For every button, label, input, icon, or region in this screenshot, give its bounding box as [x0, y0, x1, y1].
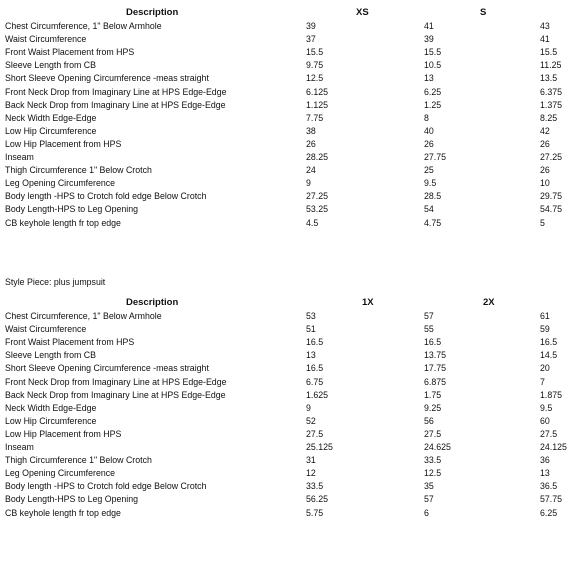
table-row	[0, 310, 580, 323]
table-row	[0, 467, 580, 480]
measurement-value: 8	[424, 112, 429, 123]
table-row	[0, 441, 580, 454]
measurement-value: 27.5	[540, 428, 558, 439]
measurement-value: 29.75	[540, 191, 563, 202]
measurement-value: 16.5	[306, 337, 324, 348]
measurement-label: Front Waist Placement from HPS	[5, 47, 135, 58]
measurement-value: 57	[424, 311, 434, 321]
measurement-label: Inseam	[5, 442, 34, 452]
measurement-label: Chest Circumference, 1" Below Armhole	[5, 311, 162, 321]
measurement-value: 17.75	[424, 363, 447, 374]
measurement-value: 6.25	[540, 507, 558, 518]
measurement-value: 16.5	[540, 337, 558, 348]
measurement-value: 27.5	[424, 428, 442, 439]
table-row	[0, 20, 580, 33]
measurement-value: 6.375	[540, 86, 563, 97]
measurement-label: Body Length-HPS to Leg Opening	[5, 204, 139, 215]
measurement-label: Leg Opening Circumference	[5, 178, 116, 189]
header-size-1: XS	[356, 7, 369, 18]
measurement-value: 6.125	[306, 86, 329, 97]
measurement-value: 39	[306, 21, 316, 31]
table-row	[0, 46, 580, 59]
measurement-value: 24.125	[540, 442, 567, 452]
header-description: Description	[126, 297, 179, 308]
measurement-value: 41	[424, 21, 434, 31]
measurement-value: 10.5	[424, 60, 442, 71]
measurement-label: Thigh Circumference 1" Below Crotch	[5, 165, 152, 176]
measurement-label: Front Neck Drop from Imaginary Line at HPS Edge-Edge	[5, 86, 227, 97]
table-header	[0, 296, 580, 309]
measurement-value: 40	[424, 125, 434, 136]
measurement-value: 27.75	[424, 152, 447, 162]
measurement-value: 6.75	[306, 376, 324, 387]
measurement-value: 15.5	[306, 47, 324, 58]
measurement-value: 12.5	[424, 468, 442, 479]
measurement-value: 13	[306, 350, 316, 361]
table-row	[0, 454, 580, 467]
measurement-value: 6.25	[424, 86, 442, 97]
measurement-value: 12.5	[306, 73, 324, 84]
measurement-value: 5	[540, 217, 545, 228]
table-row	[0, 59, 580, 72]
measurement-label: Body length -HPS to Crotch fold edge Below Crotch	[5, 191, 207, 202]
table-row	[0, 507, 580, 520]
measurement-label: Front Waist Placement from HPS	[5, 337, 135, 348]
measurement-value: 61	[540, 311, 550, 321]
measurement-value: 52	[306, 415, 316, 426]
measurement-value: 42	[540, 125, 550, 136]
measurement-value: 55	[424, 324, 434, 335]
measurement-label: Low Hip Circumference	[5, 125, 97, 136]
measurement-value: 12	[306, 468, 316, 479]
measurement-value: 26	[540, 138, 550, 149]
measurement-value: 25	[424, 165, 434, 176]
table-row	[0, 112, 580, 125]
table-row	[0, 151, 580, 164]
table-row	[0, 389, 580, 402]
measurement-value: 1.875	[540, 389, 563, 400]
table-row	[0, 336, 580, 349]
measurement-value: 28.5	[424, 191, 442, 202]
measurement-value: 16.5	[306, 363, 324, 374]
table-row	[0, 349, 580, 362]
measurement-value: 36	[540, 455, 550, 466]
measurement-value: 5.75	[306, 507, 324, 518]
table-row	[0, 376, 580, 389]
measurement-value: 28.25	[306, 152, 329, 162]
table-row	[0, 72, 580, 85]
measurement-value: 27.5	[306, 428, 324, 439]
table-row	[0, 493, 580, 506]
measurement-value: 7	[540, 376, 545, 387]
measurement-value: 9	[306, 178, 311, 189]
measurement-value: 54.75	[540, 204, 563, 215]
measurement-label: Back Neck Drop from Imaginary Line at HPS Edge-Edge	[5, 389, 226, 400]
measurement-value: 35	[424, 481, 434, 492]
measurement-label: Sleeve Length from CB	[5, 350, 96, 361]
measurement-label: Sleeve Length from CB	[5, 60, 96, 71]
header-size-2: S	[480, 7, 487, 18]
measurement-value: 31	[306, 455, 316, 466]
measurement-value: 13	[424, 73, 434, 84]
table-row	[0, 203, 580, 216]
measurement-value: 59	[540, 324, 550, 335]
table-row	[0, 164, 580, 177]
table-row	[0, 33, 580, 46]
measurement-label: Neck Width Edge-Edge	[5, 402, 97, 413]
measurement-value: 25.125	[306, 442, 333, 452]
measurement-label: CB keyhole length fr top edge	[5, 507, 121, 518]
measurement-value: 4.75	[424, 217, 442, 228]
table-row	[0, 323, 580, 336]
measurement-value: 8.25	[540, 112, 558, 123]
table-row	[0, 99, 580, 112]
table-row	[0, 177, 580, 190]
table-row	[0, 480, 580, 493]
measurement-value: 38	[306, 125, 316, 136]
measurement-value: 56	[424, 415, 434, 426]
table-row	[0, 190, 580, 203]
measurement-value: 26	[540, 165, 550, 176]
measurement-value: 15.5	[424, 47, 442, 58]
measurement-label: Short Sleeve Opening Circumference -meas straight	[5, 73, 209, 84]
measurement-value: 53.25	[306, 204, 329, 215]
measurement-value: 15.5	[540, 47, 558, 58]
measurement-value: 16.5	[424, 337, 442, 348]
measurement-value: 41	[540, 34, 550, 45]
measurement-label: Waist Circumference	[5, 324, 87, 335]
measurement-value: 11.25	[540, 60, 562, 71]
measurement-value: 57	[424, 494, 434, 505]
header-description: Description	[126, 7, 179, 18]
measurement-label: Low Hip Placement from HPS	[5, 138, 122, 149]
header-size-2: 2X	[483, 297, 495, 308]
measurement-value: 36.5	[540, 481, 558, 492]
table-row	[0, 86, 580, 99]
measurement-value: 14.5	[540, 350, 558, 361]
measurement-value: 20	[540, 363, 550, 374]
measurement-value: 33.5	[424, 455, 442, 466]
measurement-value: 51	[306, 324, 316, 335]
measurement-value: 39	[424, 34, 434, 45]
measurement-value: 54	[424, 204, 434, 215]
measurement-value: 1.25	[424, 99, 442, 110]
table-row	[0, 125, 580, 138]
measurement-label: CB keyhole length fr top edge	[5, 217, 121, 228]
table-row	[0, 362, 580, 375]
measurement-value: 9.5	[540, 402, 553, 413]
measurement-value: 33.5	[306, 481, 324, 492]
measurement-value: 9.5	[424, 178, 437, 189]
measurement-value: 6	[424, 507, 429, 518]
measurement-value: 27.25	[540, 152, 563, 162]
measurement-label: Body Length-HPS to Leg Opening	[5, 494, 139, 505]
measurement-label: Short Sleeve Opening Circumference -meas straight	[5, 363, 209, 374]
measurement-label: Waist Circumference	[5, 34, 87, 45]
measurement-label: Neck Width Edge-Edge	[5, 112, 97, 123]
measurement-value: 1.125	[306, 99, 329, 110]
measurement-value: 27.25	[306, 191, 329, 202]
measurement-value: 26	[424, 138, 434, 149]
measurement-value: 1.75	[424, 389, 442, 400]
measurement-value: 1.625	[306, 389, 329, 400]
measurement-value: 56.25	[306, 494, 329, 505]
measurement-value: 60	[540, 415, 550, 426]
measurement-value: 7.75	[306, 112, 324, 123]
measurement-value: 13.75	[424, 350, 447, 361]
table-row	[0, 428, 580, 441]
measurement-label: Back Neck Drop from Imaginary Line at HPS Edge-Edge	[5, 99, 226, 110]
measurement-value: 9.75	[306, 60, 324, 71]
measurement-value: 24.625	[424, 442, 451, 452]
measurement-value: 57.75	[540, 494, 563, 505]
measurement-value: 4.5	[306, 217, 319, 228]
measurement-value: 43	[540, 21, 550, 31]
measurement-label: Inseam	[5, 152, 34, 162]
measurement-value: 6.875	[424, 376, 447, 387]
measurement-value: 1.375	[540, 99, 563, 110]
table-row	[0, 415, 580, 428]
measurement-value: 13	[540, 468, 550, 479]
measurement-label: Low Hip Circumference	[5, 415, 97, 426]
measurement-label: Chest Circumference, 1" Below Armhole	[5, 21, 162, 31]
measurement-value: 9	[306, 402, 311, 413]
measurement-label: Thigh Circumference 1" Below Crotch	[5, 455, 152, 466]
measurement-label: Front Neck Drop from Imaginary Line at HPS Edge-Edge	[5, 376, 227, 387]
table-row	[0, 217, 580, 230]
measurement-label: Body length -HPS to Crotch fold edge Below Crotch	[5, 481, 207, 492]
header-size-1: 1X	[362, 297, 374, 308]
measurement-value: 10	[540, 178, 550, 189]
table-row	[0, 138, 580, 151]
measurement-label: Low Hip Placement from HPS	[5, 428, 122, 439]
measurement-value: 13.5	[540, 73, 558, 84]
table-header	[0, 6, 580, 19]
measurement-value: 9.25	[424, 402, 442, 413]
table-row	[0, 402, 580, 415]
measurement-value: 26	[306, 138, 316, 149]
style-piece-caption: Style Piece: plus jumpsuit	[5, 277, 106, 287]
measurement-value: 24	[306, 165, 316, 176]
measurement-value: 37	[306, 34, 316, 45]
measurement-value: 53	[306, 311, 316, 321]
measurement-label: Leg Opening Circumference	[5, 468, 116, 479]
